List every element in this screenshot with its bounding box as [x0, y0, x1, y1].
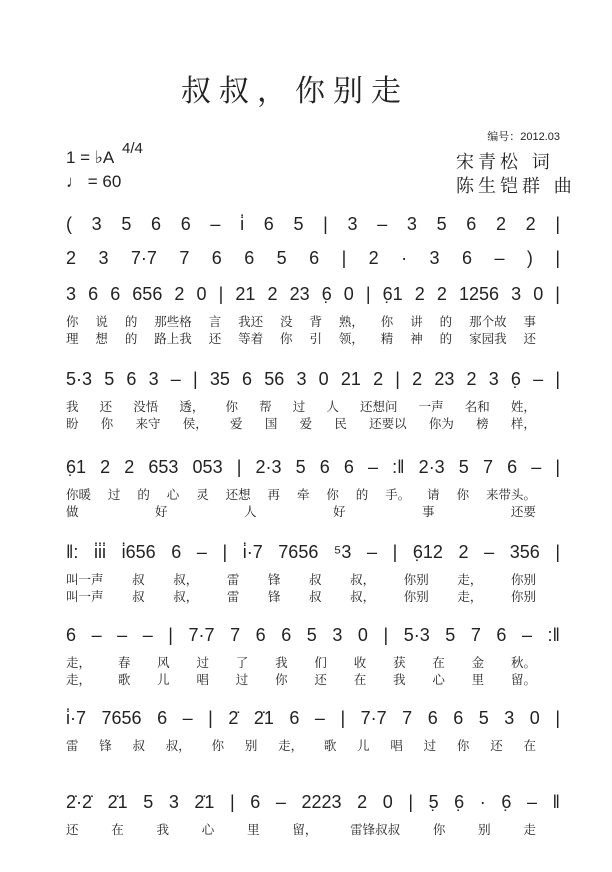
- lyric-word: 锋: [99, 738, 112, 753]
- lyric-word: 留。: [510, 672, 536, 687]
- lyric-word: 那个故: [469, 314, 507, 329]
- lyric-word: 的: [124, 331, 138, 346]
- lyric-word: 请: [427, 487, 440, 502]
- lyric-word: 你: [100, 416, 114, 431]
- lyric-word: 背: [309, 314, 322, 329]
- lyric-word: 讲: [410, 314, 423, 329]
- lyric-word: 获: [393, 655, 406, 670]
- notation-line: ( 3 5 6 6 – i̇ 6 5 | 3 – 3 5 6 2 2 |: [66, 214, 560, 234]
- lyric-word: 过: [423, 738, 437, 753]
- time-signature: [122, 140, 143, 157]
- lyric-word: 风: [157, 655, 170, 670]
- song-title: 叔叔，你别走: [181, 74, 409, 109]
- lyric-word: 牵: [296, 487, 310, 502]
- lyric-word: 盼: [66, 416, 79, 431]
- lyric-word: 秋。: [510, 655, 536, 670]
- lyric-word: 想: [95, 331, 108, 346]
- lyric-word: 还: [99, 399, 113, 414]
- lyric-word: 透，: [179, 399, 205, 414]
- lyric-word: 你: [211, 738, 225, 753]
- lyric-word: 过: [196, 655, 209, 670]
- lyric-word: 们: [314, 655, 327, 670]
- lyric-word: 好: [332, 504, 346, 519]
- lyric-word: 做: [66, 504, 79, 519]
- lyric-word: 那些格: [154, 314, 192, 329]
- lyric-word: 走: [523, 822, 536, 837]
- notation-line: 5·3 5 6 3 – | 35 6 56 3 0 21 2 | 2 23 2 3 6̣ – |: [66, 369, 560, 389]
- lyric-word: 你: [275, 672, 288, 687]
- lyric-word: 心: [432, 672, 445, 687]
- lyric-word: 言: [208, 314, 222, 329]
- serial-number: 编号：2012.03: [487, 131, 560, 143]
- lyric-word: 还想问: [360, 399, 398, 414]
- lyric-word: 的: [439, 331, 453, 346]
- lyric-word: 过: [235, 672, 249, 687]
- lyric-word: 你为: [428, 416, 454, 431]
- lyric-word: 别: [244, 738, 258, 753]
- lyric-word: 名和: [464, 399, 490, 414]
- lyric-word: 唱: [196, 672, 209, 687]
- lyric-word: 别: [478, 822, 491, 837]
- lyric-word: 还想: [225, 487, 251, 502]
- lyric-word: 好: [154, 504, 168, 519]
- lyric-line: [66, 414, 536, 432]
- lyric-word: 人: [243, 504, 257, 519]
- lyric-word: 你: [225, 399, 239, 414]
- lyric-word: 民: [334, 416, 347, 431]
- lyric-word: 金: [471, 655, 485, 670]
- lyric-word: 姓，: [510, 399, 536, 414]
- lyric-word: 我: [393, 672, 406, 687]
- lyric-word: 你别: [403, 589, 429, 604]
- lyric-word: 事: [523, 314, 536, 329]
- lyric-word: 来带头。: [485, 487, 536, 502]
- lyric-word: 叔，: [350, 572, 376, 587]
- lyric-word: 事: [421, 504, 435, 519]
- notation-line: 3 6 6 656 2 0 | 21 2 23 6̣ 0 | 6̣1 2 2 1256 3 0 |: [66, 284, 560, 304]
- lyric-word: 叔: [132, 738, 146, 753]
- lyric-word: 了: [235, 655, 249, 670]
- lyric-word: 走，: [66, 672, 92, 687]
- lyric-word: 过: [107, 487, 121, 502]
- lyric-word: 在: [111, 822, 124, 837]
- lyric-word: 里: [471, 672, 485, 687]
- lyric-word: 走，: [66, 655, 92, 670]
- lyric-word: 的: [124, 314, 138, 329]
- lyric-word: 儿: [157, 672, 170, 687]
- lyric-word: 引: [309, 331, 322, 346]
- lyric-word: 叔，: [350, 589, 376, 604]
- lyric-word: 我: [156, 822, 170, 837]
- lyric-word: 你: [456, 738, 470, 753]
- notation-line: i̇·7 7656 6 – | 2̇ 2̇1 6 – | 7·7 7 6 6 5 3 0 |: [66, 708, 560, 728]
- lyric-word: 锋: [267, 572, 281, 587]
- lyric-word: 还: [314, 672, 327, 687]
- lyric-line: [66, 485, 536, 503]
- lyric-word: 还: [66, 822, 79, 837]
- lyric-word: 精: [380, 331, 394, 346]
- lyric-word: 手。: [385, 487, 411, 502]
- lyric-word: 你: [280, 331, 293, 346]
- lyric-word: 侯，: [182, 416, 208, 431]
- lyric-word: 你: [380, 314, 394, 329]
- lyric-word: 人: [326, 399, 339, 414]
- lyric-word: 还要以: [369, 416, 407, 431]
- lyric-word: 叔，: [173, 589, 199, 604]
- lyric-line: [66, 670, 536, 688]
- lyric-word: 还要: [510, 504, 536, 519]
- lyric-word: 里: [247, 822, 260, 837]
- lyric-word: 领，: [338, 331, 364, 346]
- lyric-word: 你别: [403, 572, 429, 587]
- lyric-line: [66, 736, 536, 754]
- notation-line: 6̣1 2 2 653 053 | 2·3 5 6 6 – :‖ 2·3 5 7 6 – |: [66, 457, 560, 477]
- lyric-word: 你别: [510, 589, 536, 604]
- lyric-word: 心: [201, 822, 215, 837]
- lyricist-credit: 宋青松 词: [456, 152, 554, 173]
- lyric-word: 叫一声: [66, 589, 104, 604]
- tempo-marking: ♩ = 60: [66, 172, 122, 191]
- lyric-word: 我: [66, 399, 79, 414]
- lyric-word: 来守: [135, 416, 161, 431]
- lyric-word: 叔: [132, 589, 145, 604]
- lyric-word: 儿: [357, 738, 370, 753]
- lyric-line: [66, 329, 536, 347]
- lyric-word: 走，: [457, 589, 483, 604]
- lyric-line: [66, 653, 536, 671]
- lyric-line: [66, 502, 536, 520]
- time-signature-text: 4/4: [122, 140, 143, 157]
- lyric-word: 榜: [476, 416, 489, 431]
- lyric-word: 帮: [259, 399, 272, 414]
- lyric-word: 在: [432, 655, 445, 670]
- lyric-word: 叫一声: [66, 572, 104, 587]
- lyric-line: [66, 570, 536, 588]
- lyric-word: 在: [353, 672, 367, 687]
- notation-line: ‖: i̇i̇i̇ i̇656 6 – | i̇·7 7656 ⁵3 – | 6̣12 2 – 356 |: [66, 542, 560, 562]
- lyric-word: 再: [267, 487, 281, 502]
- lyric-word: 走，: [457, 572, 483, 587]
- lyric-word: 爱: [230, 416, 243, 431]
- lyric-word: 一声: [418, 399, 444, 414]
- lyric-word: 你: [326, 487, 339, 502]
- lyric-word: 你: [66, 314, 79, 329]
- lyric-word: 走，: [278, 738, 304, 753]
- lyric-word: 你别: [510, 572, 536, 587]
- lyric-word: 你: [432, 822, 446, 837]
- notation-line: 6 – – – | 7·7 7 6 6 5 3 0 | 5·3 5 7 6 – :‖: [66, 625, 560, 645]
- lyric-word: 叔，: [173, 572, 199, 587]
- lyric-word: 我: [275, 655, 288, 670]
- lyric-word: 路上我: [154, 331, 192, 346]
- lyric-word: 还: [523, 331, 536, 346]
- lyric-line: [66, 397, 536, 415]
- lyric-word: 没: [280, 314, 293, 329]
- lyric-word: 在: [523, 738, 536, 753]
- lyric-word: 的: [137, 487, 150, 502]
- lyric-word: 我还: [238, 314, 264, 329]
- lyric-word: 春: [117, 655, 131, 670]
- lyric-word: 还: [208, 331, 222, 346]
- composer-credit: 陈生铠群 曲: [456, 176, 576, 197]
- lyric-word: 神: [410, 331, 423, 346]
- lyric-word: 的: [355, 487, 369, 502]
- lyric-word: 收: [353, 655, 367, 670]
- lyric-word: 叔: [309, 572, 322, 587]
- lyric-word: 雷锋叔叔: [350, 822, 401, 837]
- lyric-word: 你: [456, 487, 470, 502]
- notation-line: 2 3 7·7 7 6 6 5 6 | 2 · 3 6 – ) |: [66, 248, 560, 268]
- lyric-word: 爱: [299, 416, 313, 431]
- lyric-word: 雷: [226, 589, 240, 604]
- lyric-word: 理: [66, 331, 79, 346]
- lyric-line: [66, 312, 536, 330]
- lyric-word: 国: [264, 416, 278, 431]
- lyric-word: 叔: [132, 572, 145, 587]
- lyric-word: 没悟: [133, 399, 159, 414]
- key-signature: 1 = ♭A: [66, 148, 115, 167]
- lyric-word: 说: [95, 314, 108, 329]
- lyric-word: 灵: [196, 487, 209, 502]
- lyric-word: 心: [166, 487, 180, 502]
- lyric-word: 你暖: [66, 487, 92, 502]
- lyric-line: [66, 820, 536, 838]
- lyric-word: 等着: [238, 331, 264, 346]
- lyric-word: 锋: [267, 589, 281, 604]
- lyric-word: 雷: [226, 572, 240, 587]
- lyric-word: 熟，: [338, 314, 364, 329]
- lyric-word: 雷: [66, 738, 79, 753]
- lyric-word: 还: [490, 738, 503, 753]
- notation-line: 2̇·2̇ 2̇1 5 3 2̇1 | 6 – 2223 2 0 | 5̣ 6̣ · 6̣ – ‖: [66, 792, 560, 812]
- lyric-word: 留，: [292, 822, 318, 837]
- lyric-word: 唱: [390, 738, 403, 753]
- lyric-word: 歌: [117, 672, 131, 687]
- lyric-word: 的: [439, 314, 453, 329]
- lyric-word: 叔，: [165, 738, 191, 753]
- lyric-word: 歌: [323, 738, 337, 753]
- lyric-word: 样，: [510, 416, 536, 431]
- lyric-word: 叔: [309, 589, 322, 604]
- lyric-word: 家园我: [469, 331, 507, 346]
- lyric-word: 过: [292, 399, 306, 414]
- lyric-line: [66, 587, 536, 605]
